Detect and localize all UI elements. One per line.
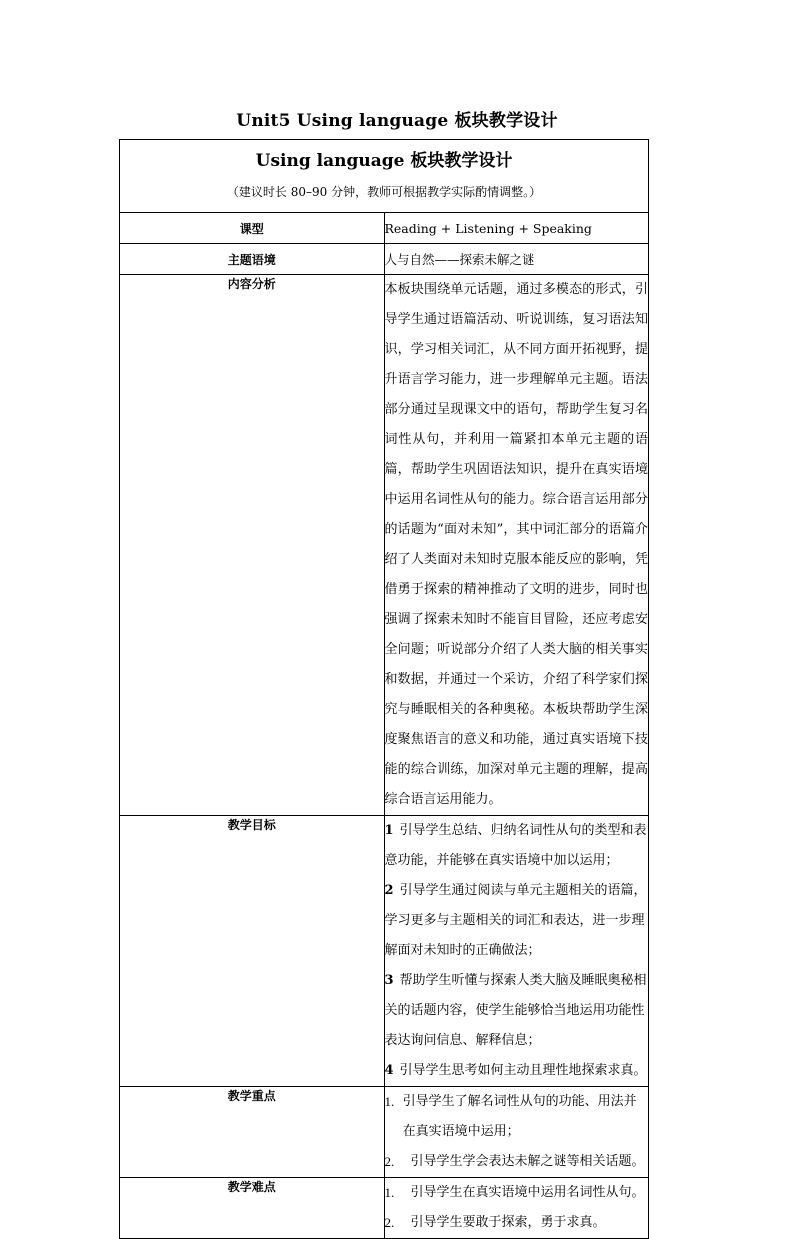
key-point-number: 2. xyxy=(384,1154,395,1169)
table-subtitle: （建议时长 80–90 分钟，教师可根据教学实际酌情调整。） xyxy=(226,185,542,199)
objective-number: 2 xyxy=(384,883,394,898)
difficulty-item xyxy=(385,1178,649,1208)
key-point-item xyxy=(385,1147,649,1177)
row-difficulties xyxy=(120,1178,649,1239)
objective-text: 引导学生通过阅读与单元主题相关的语篇，学习更多与主题相关的词汇和表达，进一步理解面对未知时的正确做法； xyxy=(384,883,647,958)
teaching-objectives-label: 教学目标 xyxy=(120,816,385,1087)
lesson-type-value: Reading + Listening + Speaking xyxy=(384,213,649,244)
difficulty-number: 1. xyxy=(384,1185,395,1200)
difficulty-text: 引导学生要敢于探索，勇于求真。 xyxy=(410,1215,606,1230)
content-analysis-text: 本板块围绕单元话题，通过多模态的形式，引导学生通过语篇活动、听说训练，复习语法知识，学习相关词汇，从不同方面开拓视野，提升语言学习能力，进一步理解单元主题。语法部分通过呈现课文中的语句，帮助学生复习名词性从句，并利用一篇紧扣本单元主题的语篇，帮助学生巩固语法知识，提升在真实语境中运用名词性从句的能力。综合语言运用部分的话题为“面对未知”，其中词汇部分的语篇介绍了人类面对未知时克服本能反应的影响，凭借勇于探索的精神推动了文明的进步，同时也强调了探索未知时不能盲目冒险，还应考虑安全问题；听说部分介绍了人类大脑的相关事实和数据，并通过一个采访，介绍了科学家们探究与睡眠相关的各种奥秘。本板块帮助学生深度聚焦语言的意义和功能，通过真实语境下技能的综合训练，加深对单元主题的理解，提高综合语言运用能力。 xyxy=(384,282,648,807)
key-point-item xyxy=(385,1087,649,1147)
difficulties-cell xyxy=(384,1178,649,1239)
objective-text: 引导学生总结、归纳名词性从句的类型和表意功能，并能够在真实语境中加以运用； xyxy=(384,823,647,868)
objective-item xyxy=(385,1056,649,1086)
objective-number: 1 xyxy=(384,823,394,838)
objective-item xyxy=(385,966,649,1056)
difficulty-number: 2. xyxy=(384,1215,395,1230)
content-analysis-label: 内容分析 xyxy=(120,275,385,816)
table-header-cell xyxy=(120,140,649,213)
key-points-cell xyxy=(384,1087,649,1178)
objective-item xyxy=(385,816,649,876)
document-title: Unit5 Using language 板块教学设计 xyxy=(236,111,558,131)
row-key-points xyxy=(120,1087,649,1178)
objective-item xyxy=(385,876,649,966)
key-point-text: 引导学生学会表达未解之谜等相关话题。 xyxy=(410,1154,645,1169)
theme-context-value: 人与自然——探索未解之谜 xyxy=(384,244,649,275)
table-title: Using language 板块教学设计 xyxy=(255,151,513,171)
teaching-objectives-cell xyxy=(384,816,649,1087)
difficulty-item xyxy=(385,1208,649,1238)
difficulties-label: 教学难点 xyxy=(120,1178,385,1239)
objective-number: 3 xyxy=(384,973,394,988)
row-content-analysis xyxy=(120,275,649,816)
key-point-number: 1. xyxy=(384,1094,395,1109)
lesson-design-table xyxy=(119,139,649,1239)
key-points-label: 教学重点 xyxy=(120,1087,385,1178)
lesson-type-label: 课型 xyxy=(120,213,385,244)
objective-text: 引导学生思考如何主动且理性地探索求真。 xyxy=(399,1063,647,1078)
objective-number: 4 xyxy=(384,1063,394,1078)
key-point-text: 引导学生了解名词性从句的功能、用法并在真实语境中运用； xyxy=(402,1094,637,1139)
objective-text: 帮助学生听懂与探索人类大脑及睡眠奥秘相关的话题内容，使学生能够恰当地运用功能性表达询问信息、解释信息； xyxy=(384,973,647,1048)
content-analysis-cell xyxy=(384,275,649,816)
row-lesson-type xyxy=(120,213,649,244)
row-teaching-objectives xyxy=(120,816,649,1087)
difficulty-text: 引导学生在真实语境中运用名词性从句。 xyxy=(410,1185,645,1200)
row-theme-context xyxy=(120,244,649,275)
theme-context-label: 主题语境 xyxy=(120,244,385,275)
